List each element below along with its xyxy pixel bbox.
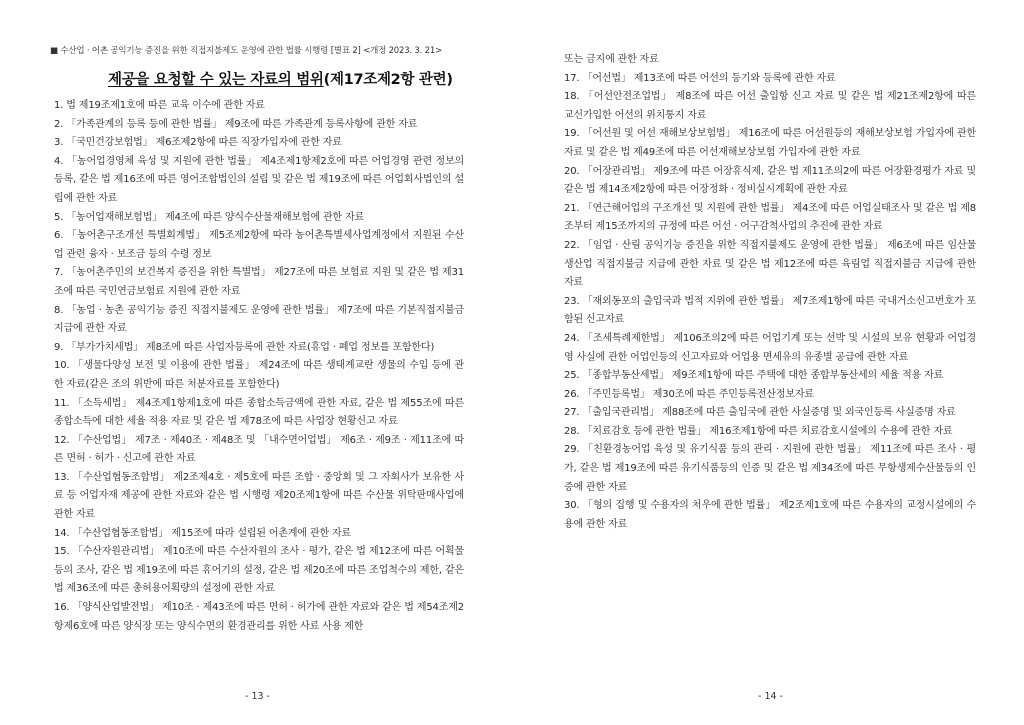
page-number-left: - 13 - xyxy=(245,691,270,702)
list-item: 19. 「어선원 및 어선 재해보상보험법」 제16조에 따른 어선원등의 재해보상보험 가입자에 관한 자료 및 같은 법 제49조에 따른 어선재해보상보험 가입자에 관한 자료 xyxy=(564,128,976,158)
list-item: 25. 「종합부동산세법」 제9조제1항에 따른 주택에 대한 종합부동산세의 세율 적용 자료 xyxy=(564,370,944,382)
list-item: 30. 「형의 집행 및 수용자의 처우에 관한 법률」 제2조제1호에 따른 수용자의 교정시설에의 수용에 관한 자료 xyxy=(564,500,976,530)
list-item: 2. 「가족관계의 등록 등에 관한 법률」 제9조에 따른 가족관계 등록사항에 관한 자료 xyxy=(54,118,418,130)
list-item: 3. 「국민건강보험법」 제6조제2항에 따른 직장가입자에 관한 자료 xyxy=(54,137,342,149)
list-item: 16. 「양식산업발전법」 제10조 · 제43조에 따른 면허 · 허가에 관한 자료와 같은 법 제54조제2항제6호에 따른 양식장 또는 양식수면의 환경관리를 위한 사료 사용 제한 xyxy=(54,602,464,632)
list-item: 7. 「농어촌주민의 보건복지 증진을 위한 특별법」 제27조에 따른 보험료 지원 및 같은 법 제31조에 따른 국민연금보험료 지원에 관한 자료 xyxy=(54,267,464,297)
header-note: ■ 수산업 · 어촌 공익기능 증진을 위한 직접지불제도 운영에 관한 법률 시행령 [별표 2] <개정 2023. 3. 21> xyxy=(50,46,442,56)
list-item: 18. 「어선안전조업법」 제8조에 따른 어선 출입항 신고 자료 및 같은 법 제21조제2항에 따른 교신가입한 어선의 위치통지 자료 xyxy=(564,91,976,121)
list-item: 10. 「생물다양성 보전 및 이용에 관한 법률」 제24조에 따른 생태계교란 생물의 수입 등에 관한 자료(같은 조의 위반에 따른 처분자료를 포함한다) xyxy=(54,360,464,390)
item-list-left xyxy=(54,97,464,636)
list-item: 27. 「출입국관리법」 제88조에 따른 출입국에 관한 사실증명 및 외국인등록 사실증명 자료 xyxy=(564,407,956,419)
right-page xyxy=(512,0,1024,725)
list-item: 24. 「조세특례제한법」 제106조의2에 따른 어업기계 또는 선박 및 시설의 보유 현황과 어업경영 사실에 관한 어업인등의 신고자료와 어업용 면세유의 유종별 공급에 관한 자료 xyxy=(564,332,976,363)
list-item: 17. 「어선법」 제13조에 따른 어선의 등기와 등록에 관한 자료 xyxy=(564,72,836,84)
title-reference: (제17조제2항 관련) xyxy=(323,72,453,88)
list-item: 15. 「수산자원관리법」 제10조에 따른 수산자원의 조사 · 평가, 같은 법 제12조에 따른 어획물 등의 조사, 같은 법 제19조에 따른 휴어기의 설정, 같은 법 제20조에 따른 조업척수의 제한, 같은 법 제36조에 따른 총허용어획량의 설정에 관한 자료 xyxy=(54,546,464,595)
list-item: 11. 「소득세법」 제4조제1항제1호에 따른 종합소득금액에 관한 자료, 같은 법 제55조에 따른 종합소득에 대한 세율 적용 자료 및 같은 법 제78조에 따른 사업장 현황신고 자료 xyxy=(54,397,464,428)
list-item: 29. 「친환경농어업 육성 및 유기식품 등의 관리 · 지원에 관한 법률」 제11조에 따른 조사 · 평가, 같은 법 제19조에 따른 유기식품등의 인증 및 같은 법 제34조에 따른 무항생제수산물등의 인증에 관한 자료 xyxy=(564,444,976,493)
list-item: 28. 「치료감호 등에 관한 법률」 제16조제1항에 따른 치료감호시설에의 수용에 관한 자료 xyxy=(564,425,953,437)
list-item: 23. 「재외동포의 출입국과 법적 지위에 관한 법률」 제7조제1항에 따른 국내거소신고번호가 포함된 신고자료 xyxy=(564,295,976,326)
list-item: 5. 「농어업재해보험법」 제4조에 따른 양식수산물재해보험에 관한 자료 xyxy=(54,211,365,223)
list-item: 13. 「수산업협동조합법」 제2조제4호 · 제5호에 따른 조합 · 중앙회 및 그 자회사가 보유한 사료 등 어업자재 제공에 관한 자료와 같은 법 시행령 제20조제1항에 따른 수산물 위탁판매사업에 관한 자료 xyxy=(54,471,464,521)
list-item: 22. 「임업 · 산림 공익기능 증진을 위한 직접지불제도 운영에 관한 법률」 제6조에 따른 임산물생산업 직접지불금 지급에 관한 자료 및 같은 법 제12조에 따른 육림업 직접지불금 지급에 관한 자료 xyxy=(564,239,976,289)
list-item: 4. 「농어업경영체 육성 및 지원에 관한 법률」 제4조제1항제2호에 따른 어업경영 관련 정보의 등록, 같은 법 제16조에 따른 영어조합법인의 설립 및 같은 법 제19조에 따른 어업회사법인의 설립에 관한 자료 xyxy=(54,155,464,204)
list-item: 8. 「농업 · 농촌 공익기능 증진 직접지불제도 운영에 관한 법률」 제7조에 따른 기본직접지불금 지급에 관한 자료 xyxy=(54,304,464,335)
list-item: 26. 「주민등록법」 제30조에 따른 주민등록전산정보자료 xyxy=(564,388,814,400)
list-item: 12. 「수산업법」 제7조 · 제40조 · 제48조 및 「내수면어업법」 제6조 · 제9조 · 제11조에 따른 면허 · 허가 · 신고에 관한 자료 xyxy=(54,434,464,465)
list-item: 9. 「부가가치세법」 제8조에 따른 사업자등록에 관한 자료(휴업 · 폐업 정보를 포함한다) xyxy=(54,341,435,353)
list-item: 또는 금지에 관한 자료 xyxy=(564,54,659,65)
document-title xyxy=(108,68,453,89)
list-item: 21. 「연근해어업의 구조개선 및 지원에 관한 법률」 제4조에 따른 어업실태조사 및 같은 법 제8조부터 제15조까지의 규정에 따른 어선 · 어구감척사업의 추진에 관한 자료 xyxy=(564,202,976,233)
list-item: 6. 「농어촌구조개선 특별회계법」 제5조제2항에 따라 농어촌특별세사업계정에서 지원된 수산업 관련 융자 · 보조금 등의 수령 정보 xyxy=(54,230,464,260)
list-item: 1. 법 제19조제1호에 따른 교육 이수에 관한 자료 xyxy=(54,100,265,111)
list-item: 20. 「어장관리법」 제9조에 따른 어장휴식제, 같은 법 제11조의2에 따른 어장환경평가 자료 및 같은 법 제14조제2항에 따른 어장정화 · 정비실시계획에 관한 자료 xyxy=(564,165,976,196)
title-main: 제공을 요청할 수 있는 자료의 범위 xyxy=(108,72,324,88)
item-list-right xyxy=(564,51,976,534)
list-item: 14. 「수산업협동조합법」 제15조에 따라 설립된 어촌계에 관한 자료 xyxy=(54,527,352,539)
page-number-right: - 14 - xyxy=(758,691,783,702)
